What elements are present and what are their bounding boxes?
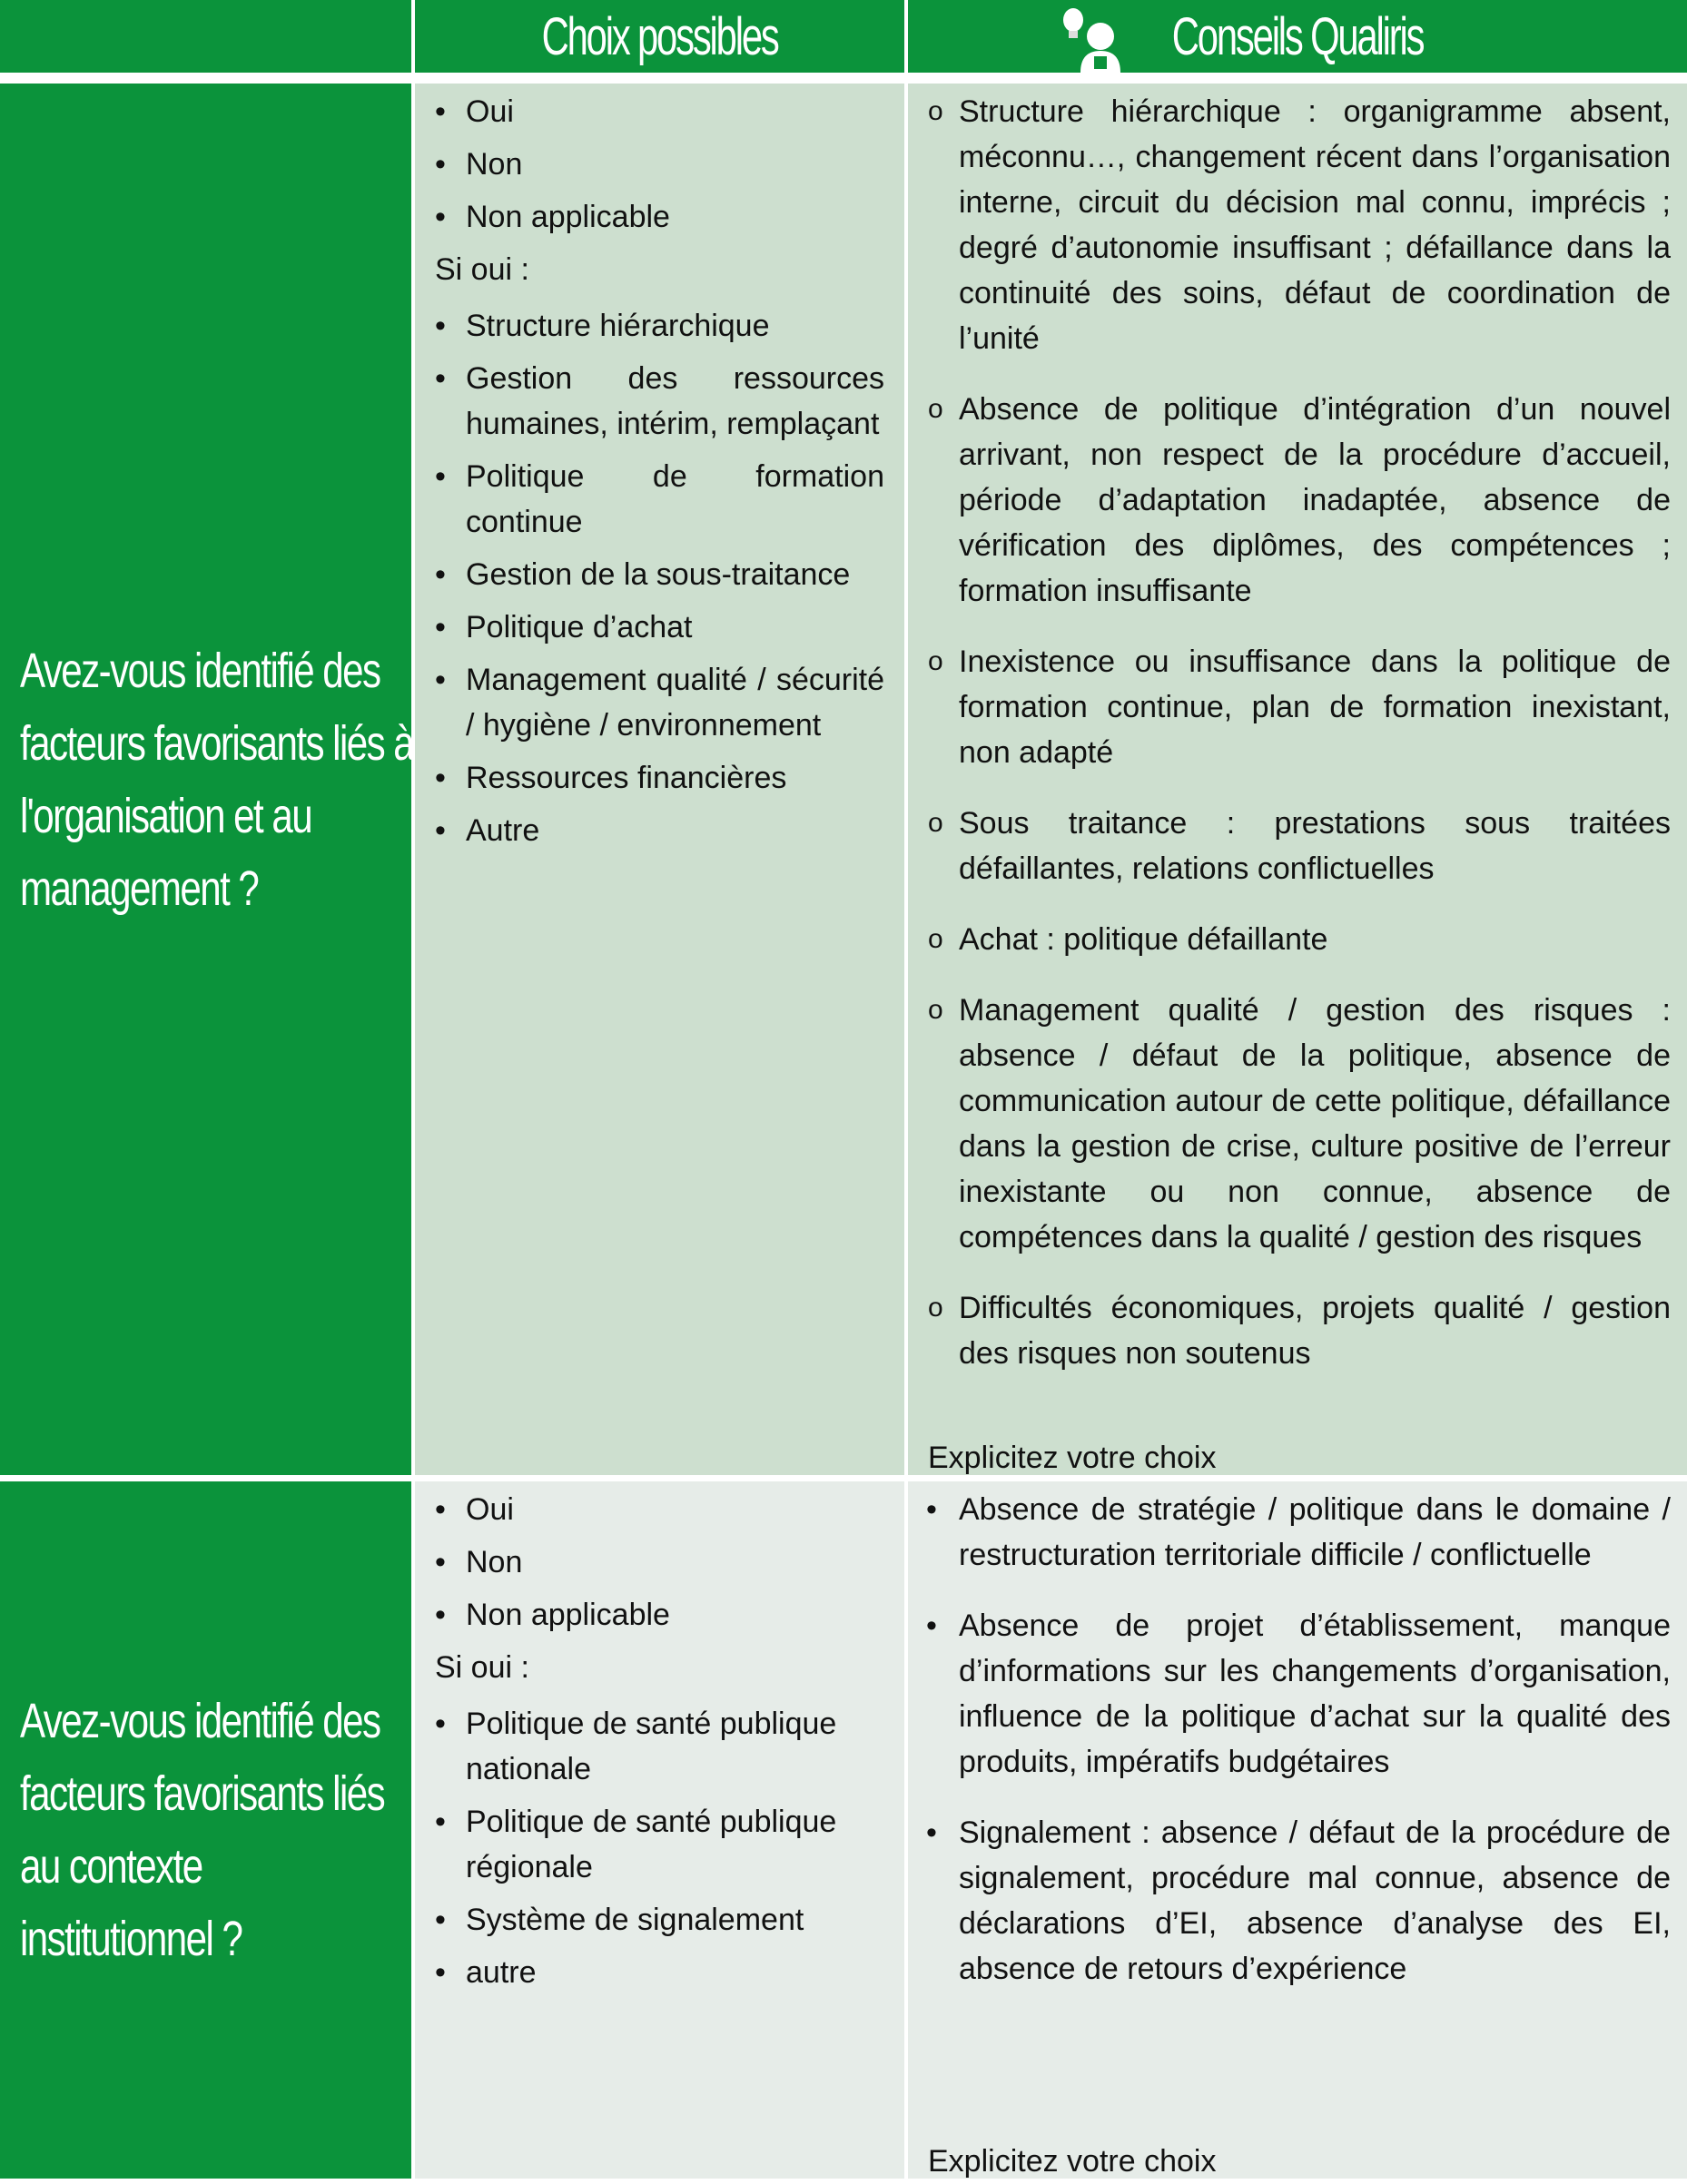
sub-choices [466, 303, 884, 853]
choice-item[interactable]: • Non applicable [466, 194, 884, 240]
choice-item[interactable]: • Système de signalement [466, 1897, 884, 1943]
choice-item[interactable]: • Politique de santé publique régionale [466, 1799, 884, 1890]
advice-item: o Management qualité / gestion des risques : absence / défaut de la politique, absence de communication autour de cette politique, défaillance dans la gestion de crise, culture positive de l’erreur inexistante ou non connue, absence de compétences dans la qualité / gestion des risques [959, 988, 1671, 1260]
choice-item[interactable]: • Non applicable [466, 1592, 884, 1638]
question-line: Avez-vous identifié des [20, 1694, 380, 1748]
advice-list [959, 89, 1671, 1376]
lightbulb-person-icon [1061, 4, 1124, 73]
advice-item: • Absence de stratégie / politique dans le domaine / restructuration territoriale difficile / conflictuelle [959, 1487, 1671, 1578]
question-institutional [0, 1481, 411, 2179]
advice-item: o Structure hiérarchique : organigramme absent, méconnu…, changement récent dans l’organisation interne, circuit du décision mal connu, imprécis ; degré d’autonomie insuffisant ; défaillance dans la continuité des soins, défaut de coordination de l’unité [959, 89, 1671, 361]
main-choices [466, 1487, 884, 1638]
advice-item: o Inexistence ou insuffisance dans la politique de formation continue, plan de formation inexistant, non adapté [959, 639, 1671, 775]
if-yes-label: Si oui : [435, 1650, 529, 1685]
advice-item: o Absence de politique d’intégration d’un nouvel arrivant, non respect de la procédure d’accueil, période d’adaptation inadaptée, absence de vérification des diplômes, des compétences ; formation insuffisante [959, 387, 1671, 614]
explain-choice-label[interactable]: Explicitez votre choix [928, 2144, 1217, 2179]
question-line: au contexte [20, 1839, 202, 1894]
choice-item[interactable]: • Politique de formation continue [466, 454, 884, 545]
sub-choices [466, 1701, 884, 1995]
advice-item: o Sous traitance : prestations sous traitées défaillantes, relations conflictuelles [959, 801, 1671, 891]
question-line: institutionnel ? [20, 1912, 242, 1966]
question-organisation [0, 84, 414, 1475]
choice-item[interactable]: • Structure hiérarchique [466, 303, 884, 349]
advice-institutional [908, 1481, 1687, 2179]
header-advice [908, 0, 1687, 73]
main-choices [466, 89, 884, 240]
header-choices [415, 0, 904, 73]
advice-item: o Achat : politique défaillante [959, 917, 1671, 962]
choice-item[interactable]: • Ressources financières [466, 755, 884, 801]
choice-item[interactable]: • Non [466, 142, 884, 187]
choices-institutional [415, 1481, 904, 2179]
advice-item: o Difficultés économiques, projets qualité / gestion des risques non soutenus [959, 1285, 1671, 1376]
choices-organisation [415, 84, 904, 1475]
choice-item[interactable]: • Politique de santé publique nationale [466, 1701, 884, 1792]
header-choices-title: Choix possibles [541, 6, 778, 66]
choice-item[interactable]: • Politique d’achat [466, 605, 884, 650]
advice-item: • Absence de projet d’établissement, manque d’informations sur les changements d’organisation, influence de la politique d’achat sur la qualité des produits, impératifs budgétaires [959, 1603, 1671, 1785]
question-line: l'organisation et au [20, 788, 312, 843]
question-line: facteurs favorisants liés [20, 1766, 385, 1821]
choice-item[interactable]: • Management qualité / sécurité / hygiène / environnement [466, 657, 884, 748]
choice-item[interactable]: • Oui [466, 1487, 884, 1532]
explain-choice-label[interactable]: Explicitez votre choix [928, 1441, 1217, 1475]
choice-item[interactable]: • autre [466, 1950, 884, 1995]
question-line: management ? [20, 861, 259, 916]
if-yes-label: Si oui : [435, 252, 529, 287]
header-corner [0, 0, 411, 73]
advice-list [959, 1487, 1671, 1992]
choice-item[interactable]: • Autre [466, 808, 884, 853]
choice-item[interactable]: • Oui [466, 89, 884, 134]
question-line: facteurs favorisants liés à [20, 715, 414, 771]
question-line: Avez-vous identifié des [20, 643, 380, 698]
advice-item: • Signalement : absence / défaut de la procédure de signalement, procédure mal connue, absence de déclarations d’EI, absence d’analyse des EI, absence de retours d’expérience [959, 1810, 1671, 1992]
choice-item[interactable]: • Non [466, 1540, 884, 1585]
choice-item[interactable]: • Gestion des ressources humaines, intérim, remplaçant [466, 356, 884, 447]
header-advice-title: Conseils Qualiris [1171, 6, 1424, 66]
choice-item[interactable]: • Gestion de la sous-traitance [466, 552, 884, 597]
advice-organisation [908, 84, 1687, 1475]
